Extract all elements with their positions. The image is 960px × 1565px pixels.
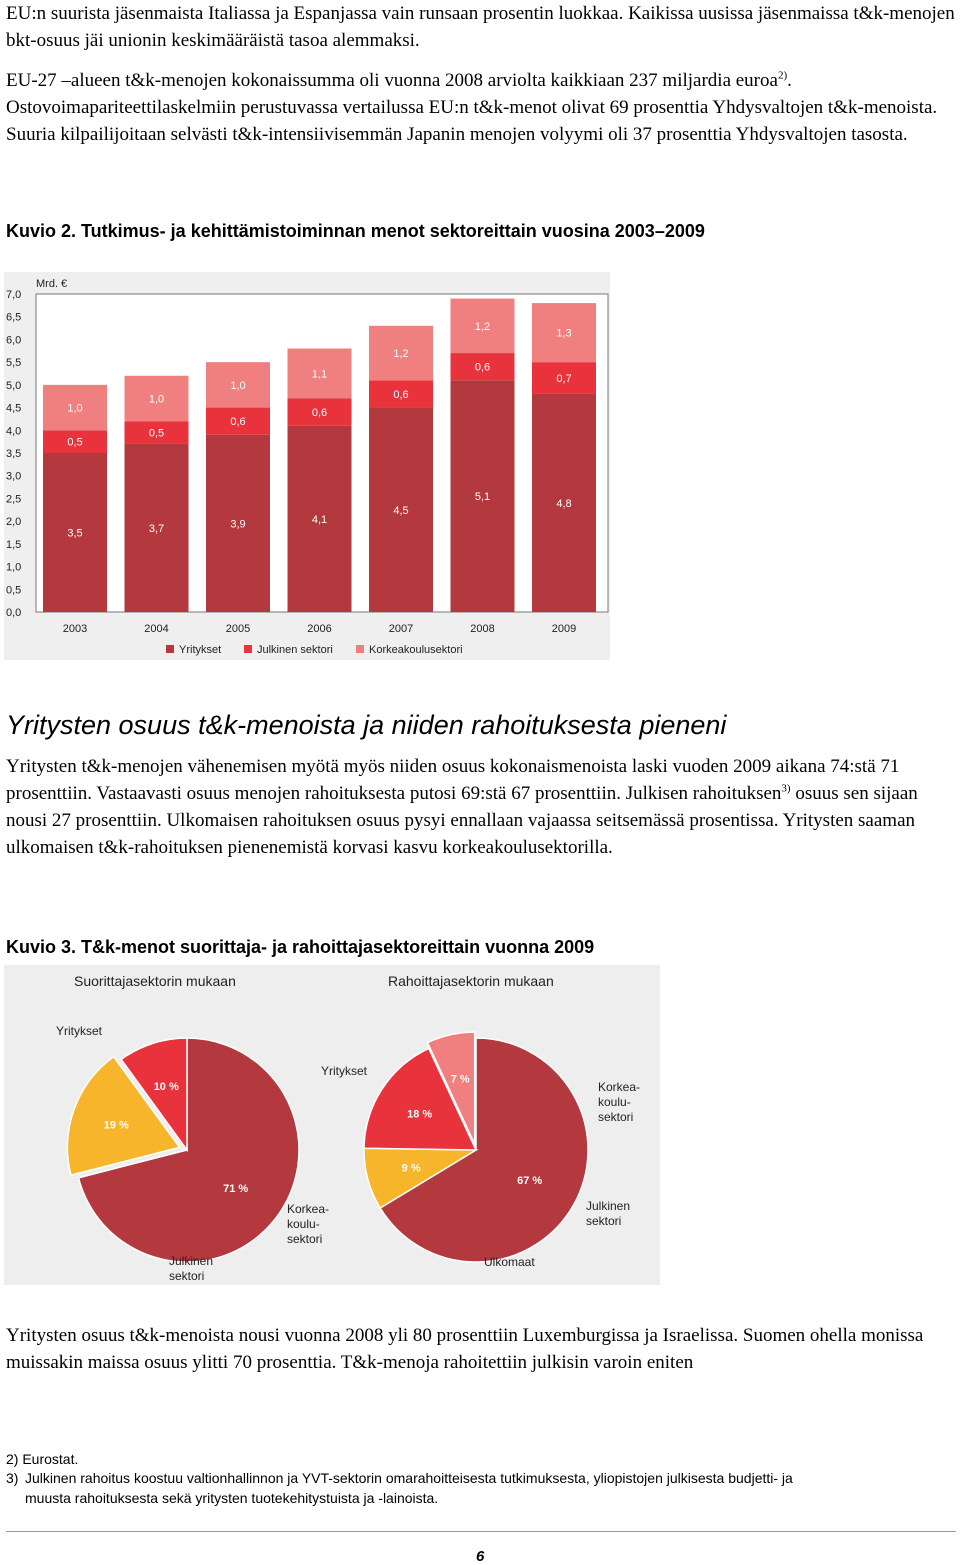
- y-tick-label: 2,0: [6, 516, 22, 529]
- legend-swatch: [244, 645, 252, 653]
- data-label: 1,0: [230, 379, 246, 392]
- slice-callout-label: koulu-: [598, 1095, 631, 1109]
- slice-percent-label: 19 %: [103, 1119, 129, 1132]
- y-tick-label: 0,0: [6, 607, 22, 619]
- x-tick-label: 2005: [225, 623, 251, 635]
- slice-percent-label: 71 %: [223, 1182, 249, 1195]
- company-share-paragraph: [6, 753, 958, 861]
- y-tick-label: 4,5: [6, 402, 22, 415]
- slice-callout-label: Julkinen: [586, 1199, 631, 1213]
- y-tick-label: 5,5: [6, 357, 22, 370]
- data-label: 4,1: [311, 513, 328, 526]
- footer-rule: [6, 1531, 956, 1532]
- paragraph-text: EU-27 –alueen t&k-menojen kokonaissumma oli vuonna 2008 arviolta kaikkiaan 237 miljardia euroa: [6, 70, 778, 91]
- legend-swatch: [356, 645, 364, 653]
- slice-callout-label: sektori: [586, 1214, 622, 1228]
- data-label: 4,5: [393, 504, 409, 517]
- footnote-number: 3): [6, 1470, 19, 1486]
- y-tick-label: 2,5: [6, 493, 22, 506]
- slice-callout-label: sektori: [287, 1232, 323, 1246]
- pie-title: Suorittajasektorin mukaan: [74, 973, 236, 989]
- footnote-text-line2: muusta rahoituksesta sekä yritysten tuotekehitystuista ja -lainoista.: [25, 1490, 439, 1506]
- slice-callout-label: Korkea-: [287, 1202, 330, 1216]
- data-label: 3,7: [148, 522, 165, 535]
- x-tick-label: 2004: [144, 623, 169, 635]
- footnote-ref-2: 2): [777, 69, 788, 82]
- y-unit-label: Mrd. €: [36, 278, 68, 290]
- slice-callout-label: koulu-: [287, 1217, 320, 1231]
- legend: [166, 644, 463, 656]
- legend-label: Yritykset: [179, 644, 222, 656]
- y-tick-label: 1,0: [6, 561, 22, 574]
- y-tick-label: 1,5: [6, 538, 22, 551]
- slice-percent-label: 18 %: [407, 1108, 433, 1121]
- data-label: 1,3: [556, 327, 572, 340]
- slice-callout-label: Julkinen: [169, 1254, 214, 1268]
- paragraph-text: . Ostovoimapariteettilaskelmiin perustuvassa vertailussa EU:n t&k-menot olivat 69 prosenttia Yhdysvaltojen t&k-menoista. Suuria kilpailijoitaan selvästi t&k-intensiivisemmän Japanin menojen volyymi oli 37 prosenttia Yhdysvaltojen tasosta.: [6, 70, 938, 145]
- data-label: 1,0: [67, 402, 83, 415]
- slice-callout-label: Yritykset: [321, 1064, 368, 1078]
- figure-3-title: Kuvio 3. T&k-menot suorittaja- ja rahoittajasektoreittain vuonna 2009: [6, 937, 595, 957]
- data-label: 1,2: [474, 320, 491, 333]
- intro-paragraph: EU:n suurista jäsenmaista Italiassa ja Espanjassa vain runsaan prosentin luokkaa. Kaikissa uusissa jäsenmaissa t&k-menojen bkt-osuus jäi unionin keskimääräistä tasoa alemmaksi.: [6, 3, 955, 51]
- data-label: 0,6: [474, 361, 491, 374]
- slice-callout-label: sektori: [169, 1269, 205, 1283]
- data-label: 1,2: [393, 348, 409, 361]
- data-label: 0,7: [556, 373, 572, 386]
- closing-paragraph: Yritysten osuus t&k-menoista nousi vuonna 2008 yli 80 prosenttiin Luxemburgissa ja Israelissa. Suomen ohella monissa muissakin maissa osuus ylitti 70 prosenttia. T&k-menoja rahoitettiin julkisin varoin eniten: [6, 1325, 924, 1373]
- footnote-ref-3: 3): [781, 782, 791, 795]
- slice-percent-label: 10 %: [153, 1081, 179, 1094]
- data-label: 5,1: [474, 491, 491, 504]
- legend-label: Korkeakoulusektori: [369, 644, 463, 656]
- y-tick-label: 3,0: [6, 470, 22, 483]
- legend-swatch: [166, 645, 174, 653]
- eu-total-paragraph: [6, 67, 958, 148]
- paragraph-text: Yritysten t&k-menojen vähenemisen myötä myös niiden osuus kokonaismenoista laski vuoden 2009 aikana 74:stä 71 prosenttiin. Vastaavasti osuus menojen rahoituksesta putosi 69:stä 67 prosenttiin. Julkisen rahoituksen: [6, 756, 900, 804]
- footnote-text-line1: Julkinen rahoitus koostuu valtionhallinnon ja YVT-sektorin omarahoitteisesta tutkimuksesta, yliopistojen julkisesta budjetti- ja: [25, 1470, 793, 1486]
- slice-callout-label: sektori: [598, 1110, 634, 1124]
- slice-callout-label: Yritykset: [56, 1024, 103, 1038]
- data-label: 0,6: [393, 388, 409, 401]
- x-tick-label: 2007: [388, 623, 414, 635]
- slice-callout-label: Korkea-: [598, 1080, 641, 1094]
- data-label: 4,8: [556, 497, 572, 510]
- figure-3-pie-charts: [4, 965, 660, 1285]
- data-label: 3,9: [230, 518, 246, 531]
- x-tick-label: 2009: [551, 623, 577, 635]
- data-label: 0,6: [311, 407, 328, 420]
- x-tick-label: 2006: [307, 623, 332, 635]
- y-axis: [6, 289, 21, 619]
- slice-percent-label: 7 %: [450, 1073, 470, 1086]
- section-heading: Yritysten osuus t&k-menoista ja niiden rahoituksesta pieneni: [6, 710, 727, 740]
- footnote-3: [6, 1468, 951, 1508]
- footnote-2: 2) Eurostat.: [6, 1451, 79, 1467]
- x-tick-label: 2008: [470, 623, 495, 635]
- data-label: 0,5: [148, 427, 165, 440]
- y-tick-label: 0,5: [6, 584, 22, 597]
- data-label: 1,0: [148, 393, 165, 406]
- y-tick-label: 6,5: [6, 311, 22, 324]
- figure-2-title: Kuvio 2. Tutkimus- ja kehittämistoiminnan menot sektoreittain vuosina 2003–2009: [6, 221, 705, 241]
- y-tick-label: 6,0: [6, 334, 22, 347]
- data-label: 0,5: [67, 436, 83, 449]
- y-tick-label: 5,0: [6, 379, 22, 392]
- data-label: 0,6: [230, 416, 246, 429]
- figure-2-bar-chart: [4, 272, 610, 660]
- slice-callout-label: Ulkomaat: [484, 1255, 535, 1269]
- y-tick-label: 4,0: [6, 425, 22, 438]
- y-tick-label: 3,5: [6, 448, 22, 460]
- slice-percent-label: 9 %: [401, 1162, 421, 1175]
- y-tick-label: 7,0: [6, 289, 22, 301]
- pie-title: Rahoittajasektorin mukaan: [388, 973, 554, 989]
- paragraph-text: osuus sen sijaan nousi 27 prosenttiin. Ulkomaisen rahoituksen osuus pysyi ennallaan vajaassa seitsemässä prosentissa. Yritysten saaman ulkomaisen t&k-rahoituksen pienenemistä korvasi kasvu korkeakoulusektorilla.: [6, 783, 918, 858]
- slice-percent-label: 67 %: [517, 1175, 543, 1188]
- page-number: 6: [476, 1548, 485, 1565]
- legend-label: Julkinen sektori: [257, 644, 333, 656]
- data-label: 1,1: [311, 368, 328, 381]
- x-tick-label: 2003: [62, 623, 88, 635]
- data-label: 3,5: [67, 527, 83, 540]
